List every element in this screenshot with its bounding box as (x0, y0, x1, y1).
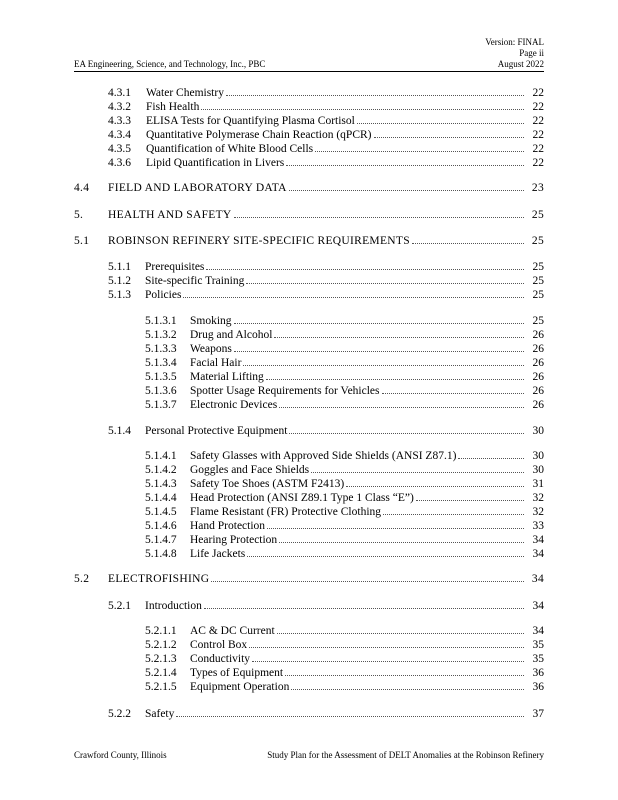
toc-entry-page: 23 (531, 182, 544, 194)
toc-entry-number: 4.3.4 (108, 129, 131, 141)
toc-entry-page: 31 (532, 478, 544, 490)
toc-entry-page: 22 (532, 101, 544, 113)
toc-entry-number: 4.3.5 (108, 143, 131, 155)
footer-document-title: Study Plan for the Assessment of DELT Anomalies at the Robinson Refinery (267, 750, 544, 760)
toc-entry-number: 5.1.3.4 (145, 357, 177, 369)
toc-leader (458, 449, 524, 459)
toc-entry-title: Site-specific Training (145, 275, 245, 287)
toc-entry-page: 26 (532, 343, 544, 355)
toc-entry[interactable] (74, 572, 544, 586)
toc-leader (243, 356, 524, 366)
toc-entry-title: Quantification of White Blood Cells (146, 143, 314, 155)
toc-entry[interactable] (74, 208, 544, 222)
toc-entry-page: 25 (531, 209, 544, 221)
toc-entry-number: 5.1.3.7 (145, 399, 177, 411)
toc-entry-number: 5.1.4.4 (145, 492, 177, 504)
header-divider (74, 71, 544, 72)
toc-entry-title: Quantitative Polymerase Chain Reaction (qPCR) (146, 129, 372, 141)
toc-entry-page: 22 (532, 129, 544, 141)
toc-entry-title: Safety Glasses with Approved Side Shields (ANSI Z87.1) (190, 450, 457, 462)
toc-entry-number: 5.1.3.2 (145, 329, 177, 341)
toc-leader (291, 680, 524, 690)
toc-entry[interactable] (108, 260, 544, 274)
toc-entry-page: 34 (531, 573, 544, 585)
toc-entry-title: Water Chemistry (146, 87, 224, 99)
toc-entry-number: 5.1.4.7 (145, 534, 177, 546)
toc-entry-number: 5.1.1 (108, 261, 131, 273)
toc-entry[interactable] (108, 274, 544, 288)
toc-leader (211, 572, 524, 582)
toc-leader (279, 398, 524, 408)
toc-entry-number: 5.1.4.2 (145, 464, 177, 476)
toc-entry-number: 5.2.1.5 (145, 681, 177, 693)
toc-entry[interactable] (145, 477, 544, 491)
toc-entry-page: 32 (532, 492, 544, 504)
toc-entry[interactable] (145, 370, 544, 384)
toc-entry[interactable] (108, 599, 544, 613)
toc-entry-page: 25 (531, 235, 544, 247)
toc-entry[interactable] (145, 384, 544, 398)
toc-entry-page: 25 (532, 261, 544, 273)
version-label: Version: FINAL (485, 37, 544, 47)
toc-entry-page: 36 (532, 681, 544, 693)
toc-entry[interactable] (145, 624, 544, 638)
toc-entry-number: 4.3.1 (108, 87, 131, 99)
toc-leader (346, 477, 524, 487)
toc-entry-number: 4.3.6 (108, 157, 131, 169)
toc-leader (201, 100, 524, 110)
toc-entry[interactable] (108, 86, 544, 100)
toc-entry-page: 26 (532, 399, 544, 411)
toc-leader (382, 384, 525, 394)
toc-entry[interactable] (108, 288, 544, 302)
toc-entry-title: ROBINSON REFINERY SITE-SPECIFIC REQUIREMENTS (108, 235, 410, 247)
toc-entry-page: 26 (532, 385, 544, 397)
toc-entry-number: 5.1.4 (108, 425, 131, 437)
toc-entry-number: 5.1.4.3 (145, 478, 177, 490)
toc-leader (285, 666, 524, 676)
toc-entry[interactable] (145, 314, 544, 328)
toc-entry-page: 34 (532, 600, 544, 612)
toc-leader (311, 463, 524, 473)
toc-leader (374, 128, 525, 138)
toc-entry[interactable] (145, 463, 544, 477)
toc-entry-page: 25 (532, 275, 544, 287)
toc-entry[interactable] (108, 100, 544, 114)
toc-leader (176, 707, 524, 717)
toc-entry-page: 37 (532, 708, 544, 720)
toc-entry[interactable] (108, 156, 544, 170)
toc-entry-number: 4.3.3 (108, 115, 131, 127)
toc-entry[interactable] (108, 424, 544, 438)
toc-entry-title: ELISA Tests for Quantifying Plasma Cortisol (146, 115, 355, 127)
toc-entry[interactable] (145, 398, 544, 412)
toc-entry-number: 5.2.1.1 (145, 625, 177, 637)
toc-entry[interactable] (108, 707, 544, 721)
toc-entry-title: Life Jackets (190, 548, 246, 560)
toc-entry-title: Spotter Usage Requirements for Vehicles (190, 385, 380, 397)
footer-location: Crawford County, Illinois (74, 750, 167, 760)
toc-entry-number: 5.1.4.8 (145, 548, 177, 560)
toc-leader (246, 274, 524, 284)
toc-entry-number: 4.3.2 (108, 101, 131, 113)
toc-leader (315, 142, 524, 152)
document-date: August 2022 (497, 59, 544, 69)
toc-entry-title: Smoking (190, 315, 232, 327)
toc-entry[interactable] (74, 234, 544, 248)
toc-leader (249, 638, 524, 648)
toc-entry-page: 35 (532, 653, 544, 665)
toc-leader (412, 234, 524, 244)
toc-leader (416, 491, 524, 501)
toc-entry-title: Electronic Devices (190, 399, 278, 411)
toc-leader (247, 547, 524, 557)
toc-entry-page: 34 (532, 534, 544, 546)
toc-leader (234, 208, 524, 218)
toc-leader (279, 533, 524, 543)
toc-entry-page: 36 (532, 667, 544, 679)
toc-leader (289, 181, 524, 191)
toc-entry-page: 34 (532, 625, 544, 637)
toc-entry-page: 25 (532, 289, 544, 301)
toc-entry[interactable] (145, 638, 544, 652)
toc-leader (226, 86, 524, 96)
toc-entry-page: 33 (532, 520, 544, 532)
toc-entry-title: Facial Hair (190, 357, 242, 369)
toc-entry[interactable] (145, 491, 544, 505)
toc-entry-number: 5.1.3 (108, 289, 131, 301)
page-header-right (485, 37, 544, 70)
toc-entry-title: Safety Toe Shoes (ASTM F2413) (190, 478, 345, 490)
toc-entry-number: 5.1.4.6 (145, 520, 177, 532)
toc-leader (252, 652, 524, 662)
toc-entry-number: 5.1.3.6 (145, 385, 177, 397)
page-number: Page ii (519, 48, 544, 58)
toc-entry-title: FIELD AND LABORATORY DATA (108, 182, 287, 194)
toc-entry-title: Personal Protective Equipment (145, 425, 288, 437)
toc-entry-title: Weapons (190, 343, 232, 355)
toc-entry-title: Flame Resistant (FR) Protective Clothing (190, 506, 382, 518)
toc-entry-page: 34 (532, 548, 544, 560)
toc-entry-page: 26 (532, 329, 544, 341)
toc-entry[interactable] (145, 652, 544, 666)
toc-entry-number: 5.1.2 (108, 275, 131, 287)
toc-entry-title: Conductivity (190, 653, 251, 665)
toc-entry-title: Lipid Quantification in Livers (146, 157, 285, 169)
toc-entry-title: Drug and Alcohol (190, 329, 273, 341)
toc-leader (277, 624, 524, 634)
toc-entry[interactable] (145, 505, 544, 519)
toc-entry-number: 5.1.4.5 (145, 506, 177, 518)
toc-leader (266, 370, 524, 380)
toc-entry[interactable] (145, 547, 544, 561)
toc-entry[interactable] (145, 449, 544, 463)
toc-entry-title: Fish Health (146, 101, 200, 113)
toc-entry-title: Head Protection (ANSI Z89.1 Type 1 Class “E”) (190, 492, 414, 504)
toc-entry-number: 5.1.4.1 (145, 450, 177, 462)
toc-entry-page: 30 (532, 450, 544, 462)
toc-leader (274, 328, 524, 338)
toc-entry-title: Material Lifting (190, 371, 264, 383)
toc-entry[interactable] (108, 128, 544, 142)
toc-entry-title: Policies (145, 289, 182, 301)
toc-entry-title: AC & DC Current (190, 625, 275, 637)
toc-entry-page: 35 (532, 639, 544, 651)
toc-entry-page: 25 (532, 315, 544, 327)
toc-leader (286, 156, 524, 166)
toc-entry-title: Types of Equipment (190, 667, 284, 679)
toc-entry[interactable] (74, 181, 544, 195)
toc-entry[interactable] (145, 680, 544, 694)
toc-entry-number: 5. (74, 209, 84, 221)
toc-entry[interactable] (108, 114, 544, 128)
toc-entry-page: 30 (532, 425, 544, 437)
toc-entry-number: 5.2.1.2 (145, 639, 177, 651)
toc-entry-page: 26 (532, 357, 544, 369)
toc-entry-number: 5.2.1.4 (145, 667, 177, 679)
toc-leader (206, 260, 524, 270)
toc-entry[interactable] (145, 666, 544, 680)
toc-entry-number: 5.2.2 (108, 708, 131, 720)
toc-entry-title: Hearing Protection (190, 534, 278, 546)
toc-entry-page: 22 (532, 87, 544, 99)
toc-leader (383, 505, 524, 515)
toc-entry-title: Hand Protection (190, 520, 266, 532)
toc-entry-title: Safety (145, 708, 175, 720)
toc-entry-number: 5.2.1 (108, 600, 131, 612)
toc-leader (289, 424, 524, 434)
toc-entry-page: 30 (532, 464, 544, 476)
toc-leader (183, 288, 524, 298)
company-name: EA Engineering, Science, and Technology, Inc., PBC (74, 59, 266, 69)
toc-entry[interactable] (145, 519, 544, 533)
toc-entry-title: ELECTROFISHING (108, 573, 210, 585)
toc-entry-page: 22 (532, 157, 544, 169)
toc-entry[interactable] (145, 328, 544, 342)
toc-entry-number: 5.1.3.5 (145, 371, 177, 383)
toc-entry-number: 5.1.3.1 (145, 315, 177, 327)
toc-entry[interactable] (145, 356, 544, 370)
toc-entry[interactable] (145, 342, 544, 356)
toc-entry-title: Control Box (190, 639, 248, 651)
toc-entry-number: 4.4 (74, 182, 90, 194)
toc-leader (234, 314, 524, 324)
toc-entry-title: Equipment Operation (190, 681, 290, 693)
toc-entry-number: 5.1.3.3 (145, 343, 177, 355)
toc-entry-number: 5.2.1.3 (145, 653, 177, 665)
toc-entry-title: Introduction (145, 600, 202, 612)
toc-leader (357, 114, 524, 124)
toc-entry-number: 5.2 (74, 573, 90, 585)
toc-leader (267, 519, 524, 529)
toc-entry-page: 32 (532, 506, 544, 518)
toc-entry[interactable] (108, 142, 544, 156)
toc-leader (204, 599, 524, 609)
toc-entry-title: Goggles and Face Shields (190, 464, 310, 476)
toc-entry-title: HEALTH AND SAFETY (108, 209, 232, 221)
toc-entry[interactable] (145, 533, 544, 547)
toc-entry-title: Prerequisites (145, 261, 205, 273)
toc-entry-page: 22 (532, 143, 544, 155)
toc-entry-page: 22 (532, 115, 544, 127)
toc-leader (234, 342, 524, 352)
toc-entry-number: 5.1 (74, 235, 90, 247)
toc-entry-page: 26 (532, 371, 544, 383)
